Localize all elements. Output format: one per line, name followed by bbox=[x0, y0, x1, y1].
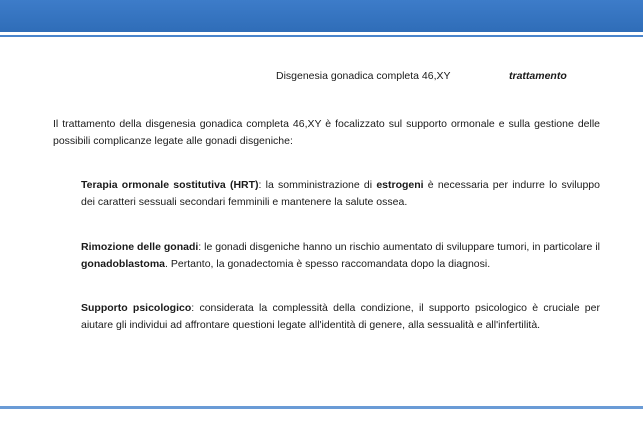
intro-paragraph: Il trattamento della disgenesia gonadica completa 46,XY è focalizzato sul supporto ormonale e sulla gestione delle possibili complicanze legate alle gonadi disgeniche: bbox=[53, 118, 600, 147]
item-gonad-removal-bold: gonadoblastoma bbox=[81, 258, 166, 270]
section-label: trattamento bbox=[509, 70, 567, 82]
item-hrt-bold: estrogeni bbox=[376, 179, 424, 191]
top-banner bbox=[0, 0, 643, 32]
item-psych-support-term: Supporto psicologico bbox=[81, 302, 192, 314]
slide-title: Disgenesia gonadica completa 46,XY bbox=[276, 70, 451, 82]
item-gonad-removal-text-b: . Pertanto, la gonadectomia è spesso raccomandata dopo la diagnosi. bbox=[165, 258, 491, 270]
item-hrt-text-a: : la somministrazione di bbox=[258, 179, 377, 191]
item-gonad-removal bbox=[81, 239, 600, 273]
item-psych-support bbox=[81, 300, 600, 334]
item-psych-support-text: : considerata la complessità della condizione, il supporto psicologico è cruciale per aiutare gli individui ad affrontare questioni legate all'identità di genere, alla sessualità e all'infertilità. bbox=[81, 302, 600, 331]
item-hrt bbox=[81, 177, 600, 211]
top-divider bbox=[0, 35, 643, 37]
bottom-divider bbox=[0, 406, 643, 409]
item-gonad-removal-text-a: : le gonadi disgeniche hanno un rischio aumentato di sviluppare tumori, in particolare il bbox=[198, 241, 600, 253]
item-hrt-text-b: è necessaria per indurre lo sviluppo dei caratteri sessuali secondari femminili e mantenere la salute ossea. bbox=[81, 179, 600, 208]
item-hrt-term: Terapia ormonale sostitutiva (HRT) bbox=[81, 179, 259, 191]
item-gonad-removal-term: Rimozione delle gonadi bbox=[81, 241, 199, 253]
